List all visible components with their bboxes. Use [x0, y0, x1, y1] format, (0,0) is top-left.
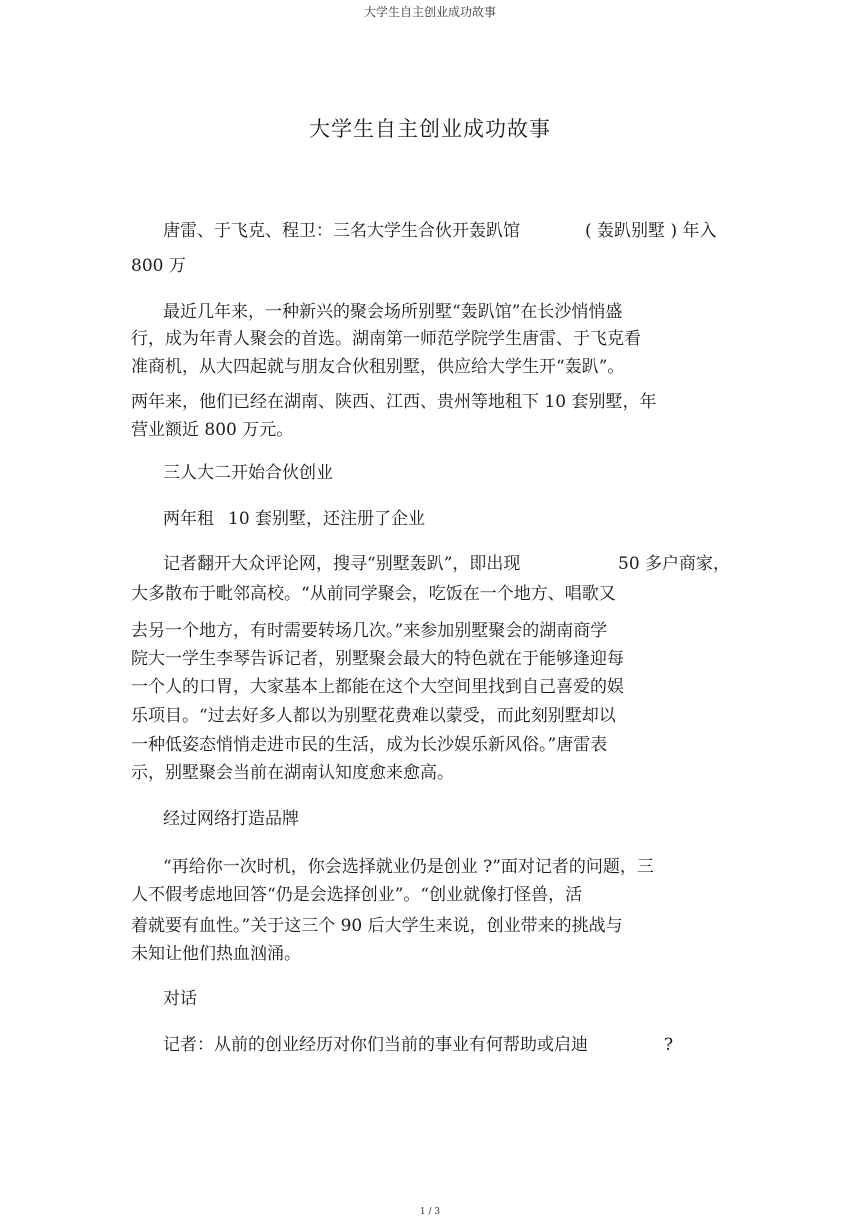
paragraph-2-line-3: 去另一个地方，有时需要转场几次。”来参加别墅聚会的湖南商学	[131, 621, 608, 641]
paragraph-1-line-1: 最近几年来，一种新兴的聚会场所别墅“轰趴馆”在长沙悄悄盛	[163, 302, 623, 322]
paragraph-3-line-2: 人不假考虑地回答“仍是会选择创业”。“创业就像打怪兽，活	[131, 885, 583, 905]
paragraph-2-line-1a: 记者翻开大众评论网，搜寻“别墅轰趴”，即出现	[163, 554, 521, 574]
question-line-a: 记者：从前的创业经历对你们当前的事业有何帮助或启迪	[163, 1035, 588, 1055]
paragraph-2-line-6: 乐项目。“过去好多人都以为别墅花费难以蒙受，而此刻别墅却以	[131, 706, 616, 726]
page-number: 1 / 3	[419, 1207, 441, 1217]
paragraph-1-line-3: 准商机，从大四起就与朋友合伙租别墅，供应给大学生开“轰趴”。	[131, 357, 625, 377]
section-heading-1: 三人大二开始合伙创业	[163, 463, 333, 483]
section-heading-2a: 两年租	[163, 509, 214, 529]
section-heading-2b: 10 套别墅，还注册了企业	[228, 509, 426, 529]
subtitle-line-2: 800 万	[131, 256, 186, 276]
page-header: 大学生自主创业成功故事	[363, 5, 496, 19]
subtitle-line-1: 唐雷、于飞克、程卫：三名大学生合伙开轰趴馆	[163, 221, 520, 241]
paragraph-2-line-2: 大多散布于毗邻高校。“从前同学聚会，吃饭在一个地方、唱歌又	[131, 584, 616, 604]
paragraph-1-line-4: 两年来，他们已经在湖南、陕西、江西、贵州等地租下 10 套别墅，年	[131, 392, 657, 412]
paragraph-2-line-1b: 50 多户商家，	[618, 554, 731, 574]
section-heading-4: 对话	[163, 989, 197, 1009]
paragraph-3-line-3: 着就要有血性。”关于这三个 90 后大学生来说，创业带来的挑战与	[131, 916, 623, 936]
paragraph-2-line-7: 一种低姿态悄悄走进市民的生活，成为长沙娱乐新风俗。”唐雷表	[131, 735, 608, 755]
paragraph-2-line-8: 示，别墅聚会当前在湖南认知度愈来愈高。	[131, 763, 454, 783]
subtitle-line-1b: ( 轰趴别墅 ) 年入	[585, 221, 717, 241]
paragraph-3-line-4: 未知让他们热血汹涌。	[131, 944, 301, 964]
paragraph-1-line-2: 行，成为年青人聚会的首选。湖南第一师范学院学生唐雷、于飞克看	[131, 329, 641, 349]
paragraph-3-line-1: “再给你一次时机，你会选择就业仍是创业 ?”面对记者的问题，三	[163, 857, 654, 877]
document-title: 大学生自主创业成功故事	[309, 117, 551, 141]
question-line-b: ?	[664, 1035, 674, 1055]
section-heading-3: 经过网络打造品牌	[163, 809, 299, 829]
paragraph-1-line-5: 营业额近 800 万元。	[131, 420, 294, 440]
paragraph-2-line-4: 院大一学生李琴告诉记者，别墅聚会最大的特色就在于能够逢迎每	[131, 649, 624, 669]
paragraph-2-line-5: 一个人的口胃，大家基本上都能在这个大空间里找到自己喜爱的娱	[131, 677, 624, 697]
